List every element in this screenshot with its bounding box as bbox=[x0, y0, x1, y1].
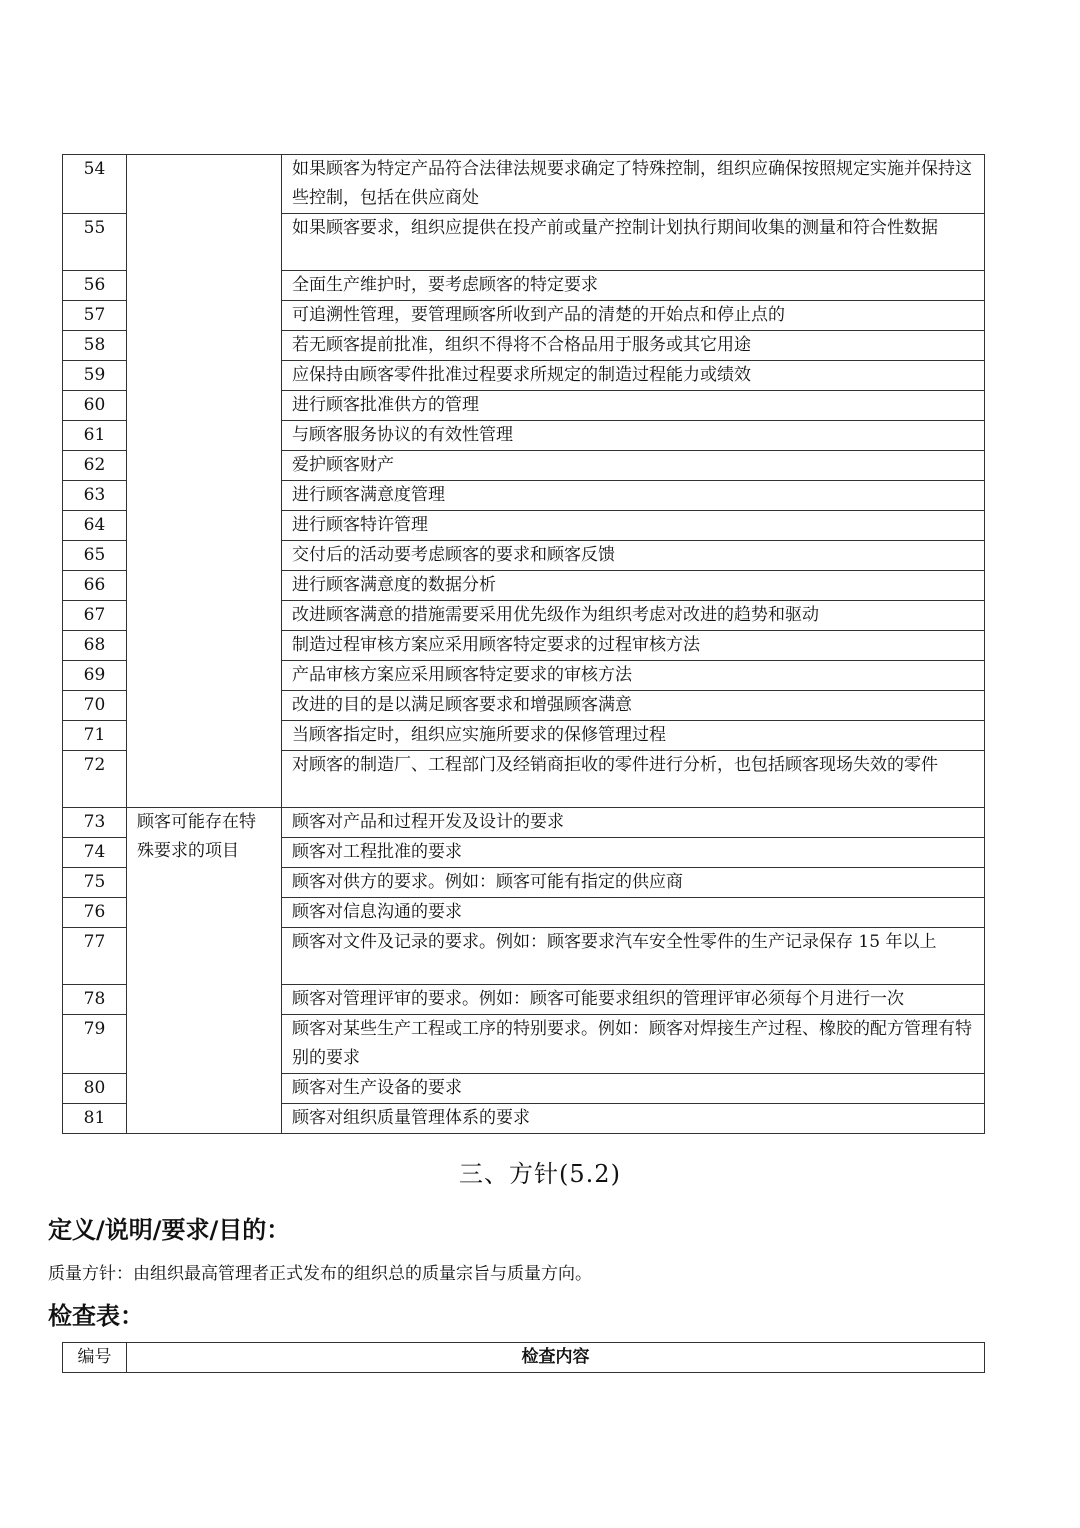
row-number: 70 bbox=[63, 691, 127, 721]
row-content: 进行顾客满意度的数据分析 bbox=[282, 571, 985, 601]
row-content: 如果顾客为特定产品符合法律法规要求确定了特殊控制，组织应确保按照规定实施并保持这些控制，包括在供应商处 bbox=[282, 155, 985, 214]
row-number: 59 bbox=[63, 361, 127, 391]
row-content: 应保持由顾客零件批准过程要求所规定的制造过程能力或绩效 bbox=[282, 361, 985, 391]
row-content: 顾客对某些生产工程或工序的特别要求。例如：顾客对焊接生产过程、橡胶的配方管理有特别的要求 bbox=[282, 1015, 985, 1074]
row-number: 68 bbox=[63, 631, 127, 661]
row-number: 74 bbox=[63, 838, 127, 868]
row-content: 当顾客指定时，组织应实施所要求的保修管理过程 bbox=[282, 721, 985, 751]
row-number: 58 bbox=[63, 331, 127, 361]
row-number: 78 bbox=[63, 985, 127, 1015]
row-number: 66 bbox=[63, 571, 127, 601]
row-number: 64 bbox=[63, 511, 127, 541]
definition-heading: 定义/说明/要求/目的： bbox=[48, 1216, 291, 1244]
col-content-header: 检查内容 bbox=[127, 1343, 985, 1373]
row-number: 60 bbox=[63, 391, 127, 421]
row-content: 爱护顾客财产 bbox=[282, 451, 985, 481]
row-content: 顾客对组织质量管理体系的要求 bbox=[282, 1104, 985, 1134]
row-number: 56 bbox=[63, 271, 127, 301]
row-number: 57 bbox=[63, 301, 127, 331]
row-content: 全面生产维护时，要考虑顾客的特定要求 bbox=[282, 271, 985, 301]
row-content: 进行顾客批准供方的管理 bbox=[282, 391, 985, 421]
row-number: 62 bbox=[63, 451, 127, 481]
checklist-header-row bbox=[63, 1343, 985, 1373]
row-content: 改进顾客满意的措施需要采用优先级作为组织考虑对改进的趋势和驱动 bbox=[282, 601, 985, 631]
row-number: 54 bbox=[63, 155, 127, 214]
row-number: 73 bbox=[63, 808, 127, 838]
section-title: 三、方针(5.2) bbox=[459, 1160, 621, 1188]
row-content: 进行顾客特许管理 bbox=[282, 511, 985, 541]
row-content: 进行顾客满意度管理 bbox=[282, 481, 985, 511]
row-content: 顾客对生产设备的要求 bbox=[282, 1074, 985, 1104]
table-row bbox=[63, 808, 985, 838]
checklist-table bbox=[62, 1342, 985, 1373]
row-number: 69 bbox=[63, 661, 127, 691]
row-number: 76 bbox=[63, 898, 127, 928]
row-content: 改进的目的是以满足顾客要求和增强顾客满意 bbox=[282, 691, 985, 721]
row-content: 对顾客的制造厂、工程部门及经销商拒收的零件进行分析，也包括顾客现场失效的零件 bbox=[282, 751, 985, 808]
row-number: 55 bbox=[63, 214, 127, 271]
row-content: 顾客对管理评审的要求。例如：顾客可能要求组织的管理评审必须每个月进行一次 bbox=[282, 985, 985, 1015]
row-number: 81 bbox=[63, 1104, 127, 1134]
row-content: 制造过程审核方案应采用顾客特定要求的过程审核方法 bbox=[282, 631, 985, 661]
row-content: 可追溯性管理，要管理顾客所收到产品的清楚的开始点和停止点的 bbox=[282, 301, 985, 331]
row-content: 交付后的活动要考虑顾客的要求和顾客反馈 bbox=[282, 541, 985, 571]
row-content: 顾客对信息沟通的要求 bbox=[282, 898, 985, 928]
row-content: 如果顾客要求，组织应提供在投产前或量产控制计划执行期间收集的测量和符合性数据 bbox=[282, 214, 985, 271]
row-number: 61 bbox=[63, 421, 127, 451]
row-content: 顾客对供方的要求。例如：顾客可能有指定的供应商 bbox=[282, 868, 985, 898]
row-number: 67 bbox=[63, 601, 127, 631]
row-number: 72 bbox=[63, 751, 127, 808]
row-content: 若无顾客提前批准，组织不得将不合格品用于服务或其它用途 bbox=[282, 331, 985, 361]
requirements-table bbox=[62, 154, 985, 1134]
row-content: 产品审核方案应采用顾客特定要求的审核方法 bbox=[282, 661, 985, 691]
row-content: 顾客对产品和过程开发及设计的要求 bbox=[282, 808, 985, 838]
checklist-heading: 检查表： bbox=[48, 1302, 144, 1330]
col-number-header: 编号 bbox=[63, 1343, 127, 1373]
row-number: 77 bbox=[63, 928, 127, 985]
definition-text: 质量方针：由组织最高管理者正式发布的组织总的质量宗旨与质量方向。 bbox=[48, 1264, 592, 1284]
row-number: 63 bbox=[63, 481, 127, 511]
category-cell: 顾客可能存在特殊要求的项目 bbox=[127, 808, 282, 1134]
row-number: 80 bbox=[63, 1074, 127, 1104]
category-cell-empty bbox=[127, 155, 282, 808]
row-content: 顾客对文件及记录的要求。例如：顾客要求汽车安全性零件的生产记录保存 15 年以上 bbox=[282, 928, 985, 985]
row-number: 71 bbox=[63, 721, 127, 751]
row-content: 与顾客服务协议的有效性管理 bbox=[282, 421, 985, 451]
row-number: 65 bbox=[63, 541, 127, 571]
row-content: 顾客对工程批准的要求 bbox=[282, 838, 985, 868]
row-number: 79 bbox=[63, 1015, 127, 1074]
row-number: 75 bbox=[63, 868, 127, 898]
table-row bbox=[63, 155, 985, 214]
